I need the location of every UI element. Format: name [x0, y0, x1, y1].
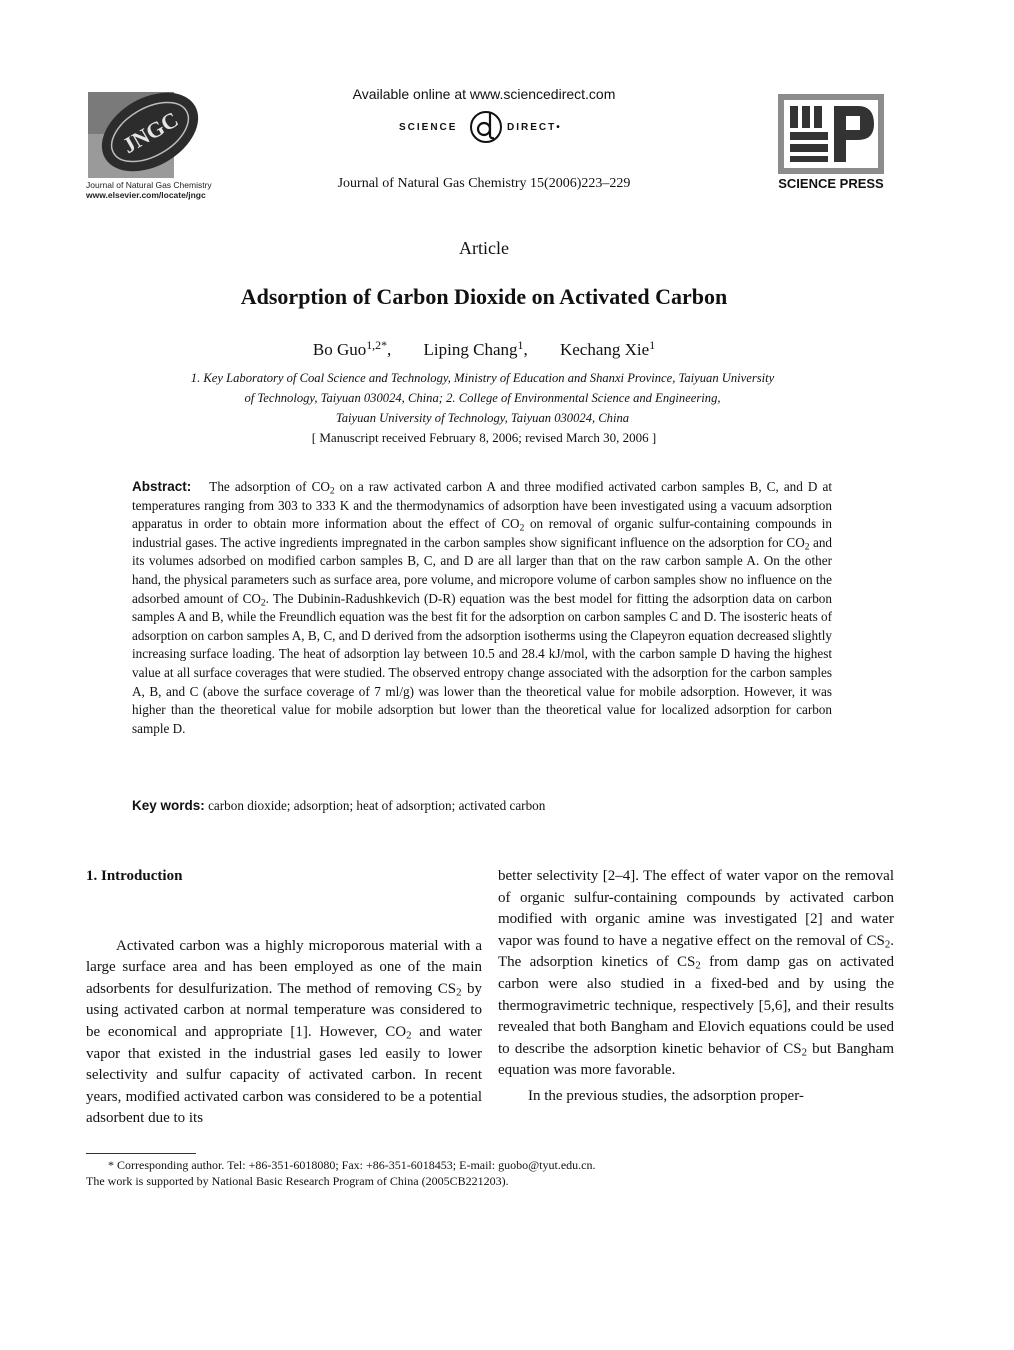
sciencedirect-at-icon	[469, 107, 503, 147]
footnote-rule	[86, 1153, 196, 1154]
science-press-logo	[778, 94, 884, 174]
journal-logo-caption: Journal of Natural Gas Chemistry www.elsevier.com/locate/jngc	[86, 180, 226, 200]
keywords	[132, 798, 832, 814]
journal-logo-text: JNGC	[118, 106, 183, 159]
sd-right-text: DIRECT•	[507, 122, 562, 133]
article-type: Article	[459, 238, 509, 258]
author-list	[0, 340, 968, 360]
abstract: Abstract: The adsorption of $CO_2$ on a raw activated carbon A and three modified activated carbon samples B, C, and D at temperatures ranging from 303 to 333 K and the thermodynamics of adsorption have been investigated using a vacuum adsorption apparatus in order to obtain more information about the effect of $CO_2$ on removal of organic sulfur-containing compounds in industrial gases. The active ingredients impregnated in the carbon samples show significant influence on the adsorption for $CO_2$ and its volumes adsorbed on modified carbon samples B, C, and D are all larger than that on the raw carbon sample A. On the other hand, the physical parameters such as surface area, pore volume, and micropore volume of carbon samples show no influence on the adsorbed amount of $CO_2$. The Dubinin-Radushkevich (D-R) equation was the best model for fitting the adsorption data on carbon samples A and B, while the Freundlich equation was the best fit for the adsorption on carbon samples C and D. The isosteric heats of adsorption on carbon samples A, B, C, and D derived from the adsorption isotherms using the Clapeyron equation decreased slightly increasing surface loading. The heat of adsorption lay between 10.5 and 28.4 kJ/mol, with the carbon sample D having the highest value at all surface coverages that were studied. The observed entropy change associated with the adsorption for the carbon samples A, B, and C (above the surface coverage of 7 ml/g) was lower than the theoretical value for mobile adsorption. However, it was higher than the theoretical value for mobile adsorption but lower than the theoretical value for localized adsorption for carbon sample D.	[132, 479, 833, 736]
journal-citation: Journal of Natural Gas Chemistry 15(2006)223–229	[337, 176, 631, 191]
author: Kechang Xie$^1$	[559, 338, 656, 359]
sd-left-text: SCIENCE	[399, 122, 458, 133]
manuscript-dates: [ Manuscript received February 8, 2006; revised March 30, 2006 ]	[311, 430, 657, 445]
keywords-text: carbon dioxide; adsorption; heat of adsorption; activated carbon	[208, 798, 546, 813]
footnotes	[86, 1157, 906, 1189]
section-heading: 1. Introduction	[86, 868, 183, 884]
keywords-heading: Key words:	[132, 798, 205, 813]
author: Liping Chang$^1$,	[423, 338, 528, 359]
paragraph: In the previous studies, the adsorption proper-	[528, 1087, 804, 1104]
affiliation-line: 1. Key Laboratory of Coal Science and Technology, Ministry of Education and Shanxi Province, Taiyuan University	[190, 371, 775, 385]
journal-url[interactable]: www.elsevier.com/locate/jngc	[86, 190, 206, 200]
sciencedirect-logo	[383, 107, 588, 147]
affiliation-line: Taiyuan University of Technology, Taiyuan 030024, China	[335, 411, 630, 425]
corresponding-author-note: * Corresponding author. Tel: +86-351-6018080; Fax: +86-351-6018453; E-mail: guobo@tyut.edu.cn.	[108, 1158, 596, 1172]
abstract-heading: Abstract:	[132, 479, 192, 494]
paragraph: better selectivity [2–4]. The effect of water vapor on the removal of organic sulfur-containing compounds by activated carbon modified with organic amine was investigated [2] and water vapor was found to have a negative effect on the removal of $CS_2$. The adsorption kinetics of $CS_2$ from damp gas on activated carbon were also studied in a fixed-bed and by using the thermogravimetric technique, respectively [5,6], and their results revealed that both Bangham and Elovich equations could be used to describe the adsorption kinetic behavior of $CS_2$ but Bangham equation was more favorable.	[498, 868, 895, 1079]
affiliations	[120, 368, 845, 428]
affiliation-line: of Technology, Taiyuan 030024, China; 2. College of Environmental Science and Engineering,	[244, 391, 721, 405]
paper-title: Adsorption of Carbon Dioxide on Activated Carbon	[240, 284, 728, 309]
available-online: Available online at www.sciencedirect.com	[352, 86, 616, 102]
funding-note: The work is supported by National Basic Research Program of China (2005CB221203).	[86, 1174, 509, 1188]
science-press-label: SCIENCE PRESS	[778, 176, 884, 191]
paragraph: Activated carbon was a highly microporous material with a large surface area and has been employed as one of the main adsorbents for desulfurization. The method of removing $CS_2$ by using activated carbon at normal temperature was considered to be economical and appropriate [1]. However, $CO_2$ and water vapor that existed in the industrial gases led easily to lower selectivity and sulfur capacity of activated carbon. In recent years, modified activated carbon was considered to be a potential adsorbent due to its	[86, 937, 483, 1127]
right-column	[498, 866, 894, 1108]
author: Bo Guo$^{1,2*}$,	[312, 338, 392, 359]
left-column	[86, 866, 482, 1130]
